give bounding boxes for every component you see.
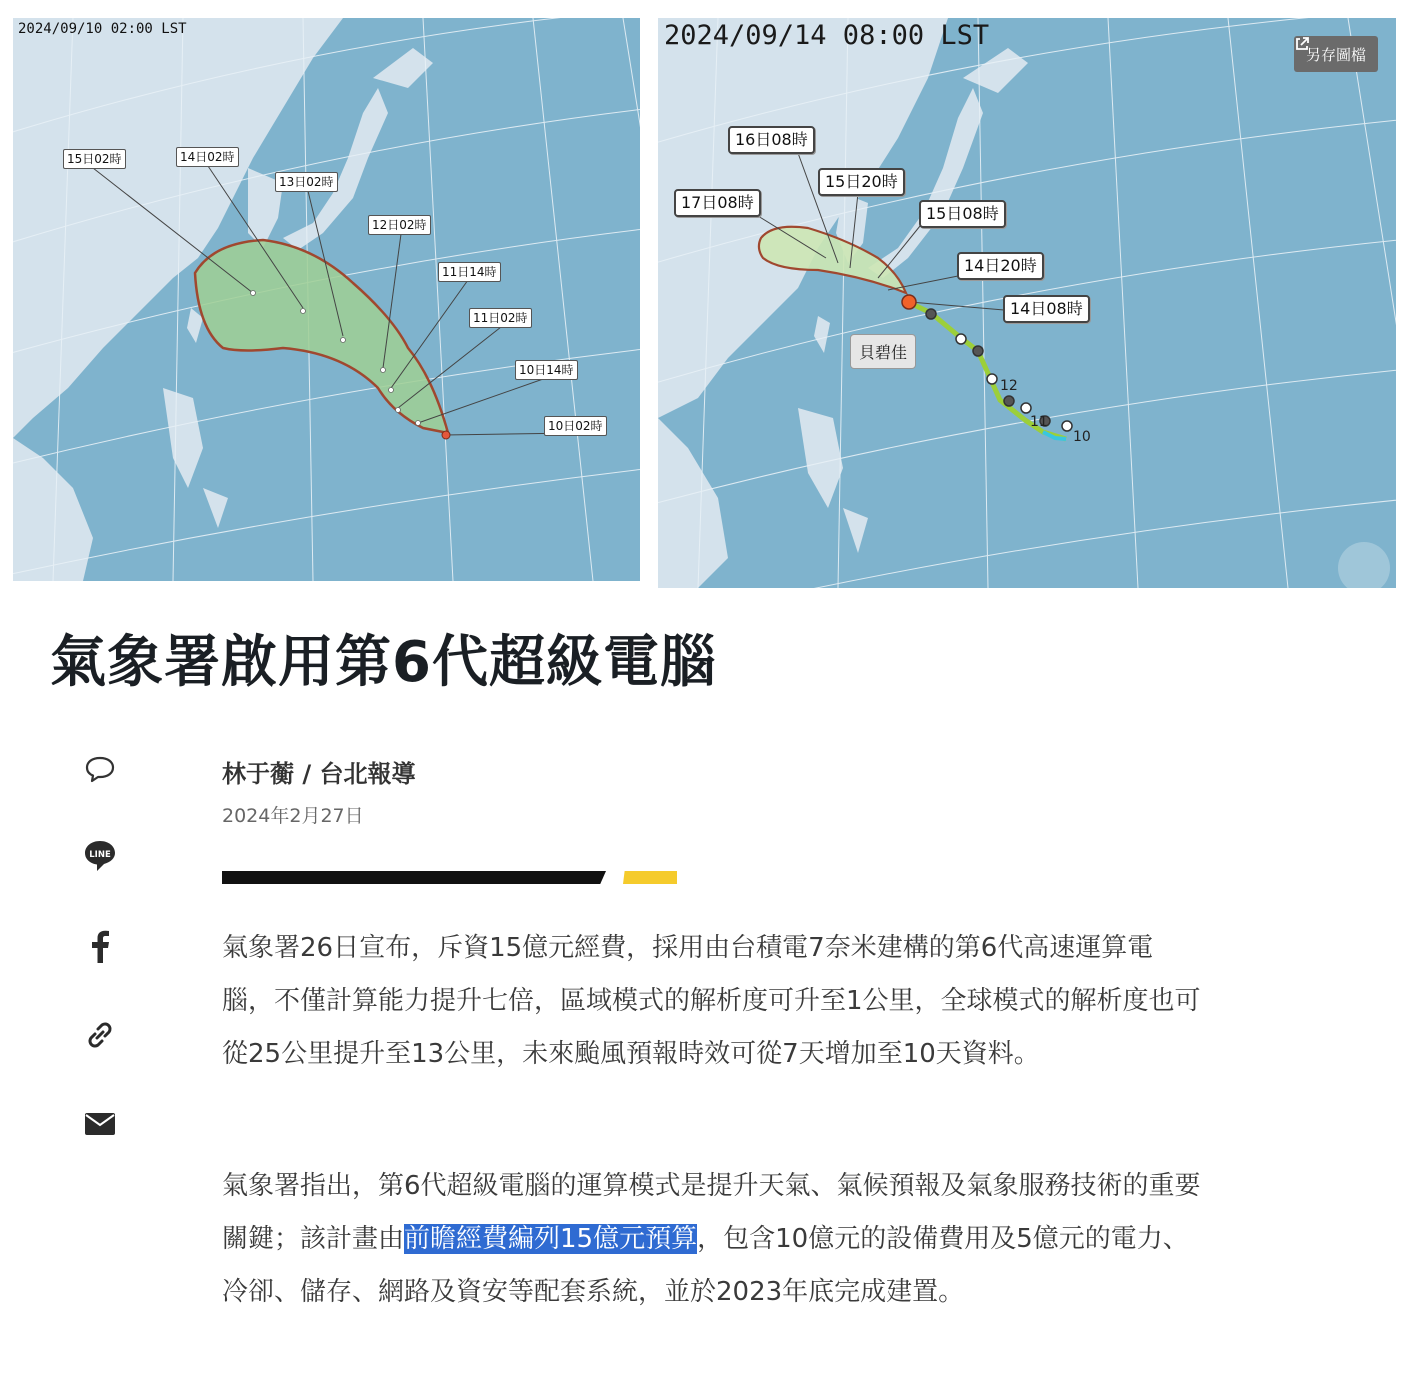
comment-icon bbox=[84, 754, 116, 784]
save-image-label: 另存圖檔 bbox=[1305, 45, 1366, 64]
article-title: 氣象署啟用第6代超級電腦 bbox=[50, 630, 717, 695]
comment-button[interactable] bbox=[82, 751, 118, 787]
forecast-time-label: 16日08時 bbox=[728, 126, 815, 154]
map1-timestamp: 2024/09/10 02:00 LST bbox=[18, 21, 187, 37]
track-number: 11 bbox=[1030, 414, 1048, 430]
forecast-time-label: 14日20時 bbox=[957, 252, 1044, 280]
selected-text-highlight[interactable]: 前瞻經費編列15億元預算 bbox=[404, 1224, 698, 1254]
forecast-time-label: 10日14時 bbox=[515, 360, 578, 380]
storm-name-label: 貝碧佳 bbox=[850, 334, 916, 369]
email-icon bbox=[84, 1111, 116, 1137]
line-icon-text: LINE bbox=[89, 850, 111, 860]
forecast-time-label: 15日02時 bbox=[63, 149, 126, 169]
paragraph-text: ，包含10億元的設備費用及5億元的電力、冷卻、儲存、網路及資安等配套系統，並於2023年底完成建置。 bbox=[222, 1224, 1189, 1307]
article-paragraph-1: 氣象署26日宣布，斥資15億元經費，採用由台積電7奈米建構的第6代高速運算電腦，不僅計算能力提升七倍，區域模式的解析度可升至1公里，全球模式的解析度也可從25公里提升至13公里，未來颱風預報時效可從7天增加至10天資料。 bbox=[222, 933, 1201, 1069]
facebook-share-button[interactable] bbox=[82, 929, 118, 965]
paragraph-text: 氣象署指出，第6代超級電腦的運算模式是提升天氣、氣候預報及氣象服務技術的重要關鍵；該計畫由 bbox=[222, 1171, 1201, 1254]
forecast-time-label: 15日08時 bbox=[919, 200, 1006, 228]
external-link-icon bbox=[1294, 36, 1310, 52]
line-icon bbox=[83, 838, 117, 874]
forecast-time-label: 14日08時 bbox=[1003, 295, 1090, 323]
forecast-time-label: 15日20時 bbox=[818, 168, 905, 196]
facebook-icon bbox=[90, 930, 110, 964]
forecast-time-label: 11日14時 bbox=[438, 262, 501, 282]
link-icon bbox=[83, 1018, 117, 1052]
typhoon-forecast-map-2 bbox=[658, 18, 1396, 588]
track-number: 10 bbox=[1073, 429, 1091, 445]
forecast-time-label: 13日02時 bbox=[275, 172, 338, 192]
forecast-time-label: 14日02時 bbox=[176, 147, 239, 167]
forecast-time-label: 11日02時 bbox=[469, 308, 532, 328]
forecast-time-label: 10日02時 bbox=[544, 416, 607, 436]
article-date: 2024年2月27日 bbox=[222, 805, 364, 827]
map2-timestamp: 2024/09/14 08:00 LST bbox=[664, 20, 990, 51]
article-paragraph-2 bbox=[222, 1160, 1202, 1319]
divider-accent bbox=[623, 871, 677, 884]
map1-graphic bbox=[13, 18, 640, 581]
copy-link-button[interactable] bbox=[82, 1017, 118, 1053]
forecast-time-label: 12日02時 bbox=[368, 215, 431, 235]
email-share-button[interactable] bbox=[82, 1106, 118, 1142]
line-share-button[interactable] bbox=[82, 838, 118, 874]
article-author: 林于蘅 / 台北報導 bbox=[222, 760, 416, 788]
save-image-button[interactable] bbox=[1294, 36, 1378, 72]
typhoon-forecast-map-1 bbox=[13, 18, 640, 581]
forecast-time-label: 17日08時 bbox=[674, 189, 761, 217]
divider-bar bbox=[222, 871, 606, 884]
track-number: 12 bbox=[1000, 378, 1018, 394]
